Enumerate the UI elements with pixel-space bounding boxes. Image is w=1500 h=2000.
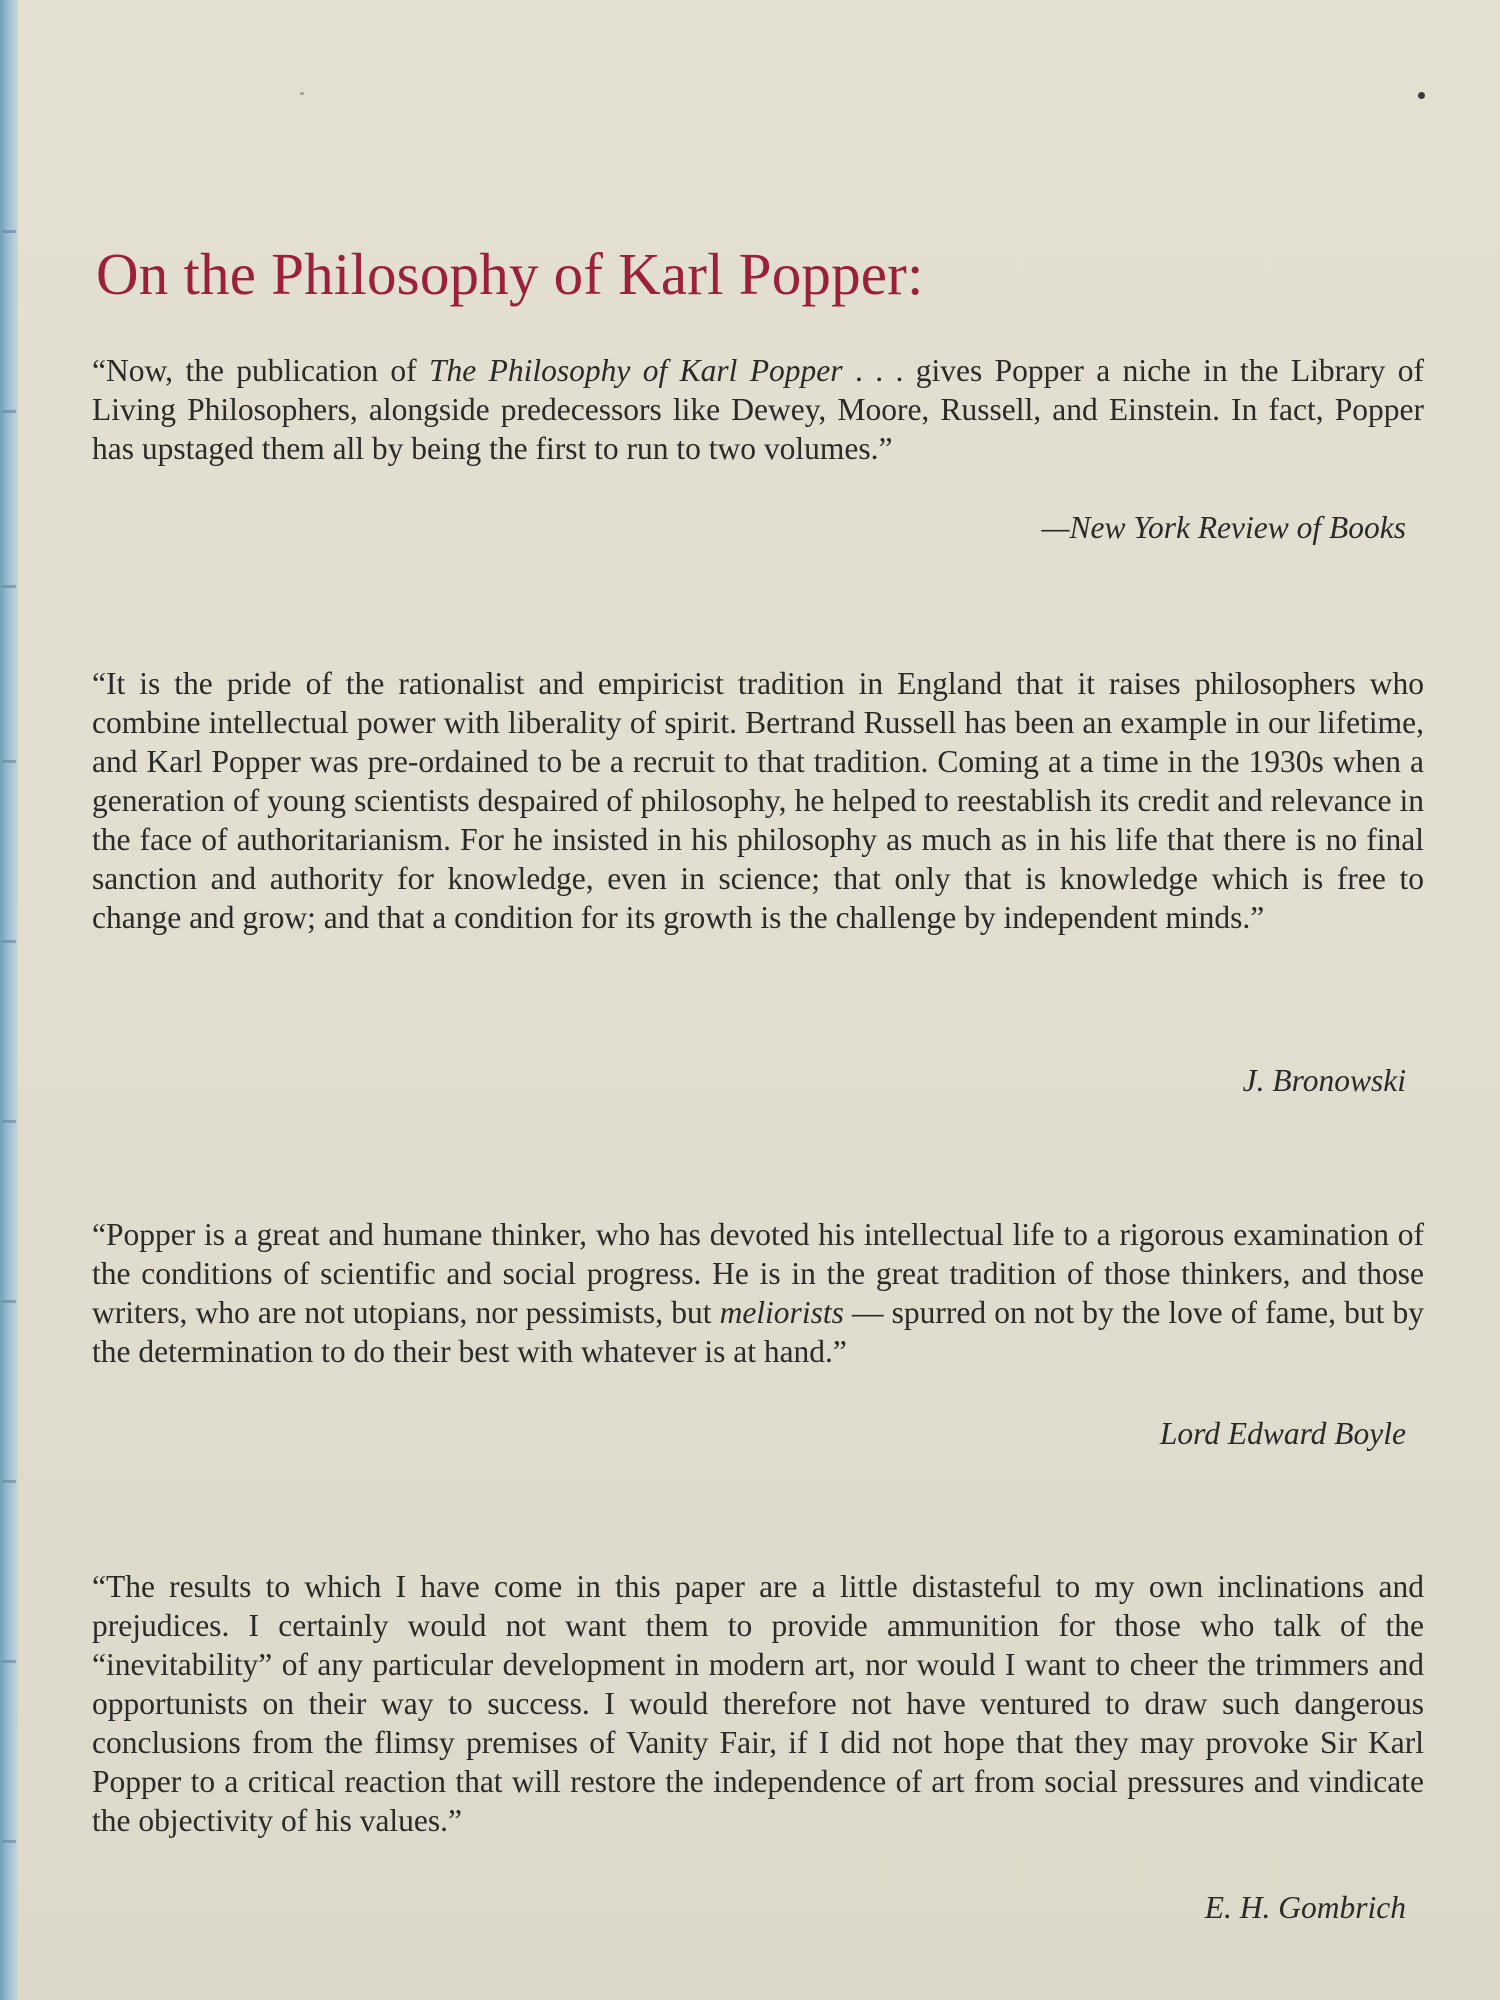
quote-3-emphasis: meliorists [719, 1295, 844, 1330]
back-cover-page [18, 0, 1500, 2000]
edge-mark [2, 760, 16, 763]
paper-speck [300, 92, 304, 95]
edge-mark [2, 585, 16, 588]
page-title: On the Philosophy of Karl Popper: [96, 241, 924, 307]
edge-mark [2, 1480, 16, 1483]
quote-3-text-start: “Popper is a great and humane thinker, who has devoted his intellectual life to a rigorous examination of the conditions of scientific and social progress. He is in the great tradition of those thinkers, and those writers, who are not utopians, nor pessimists, but [92, 1217, 1424, 1330]
quote-1-text-start: “Now, the publication of [92, 353, 430, 388]
edge-mark [2, 1660, 16, 1663]
quote-1-text-end: . . . gives Popper a niche in the Library of Living Philosophers, alongside predecessors like Dewey, Moore, Russell, and Einstein. In fact, Popper has upstaged them all by being the first to run to two volumes.” [92, 353, 1424, 466]
edge-mark [2, 1120, 16, 1123]
quote-3 [92, 1215, 1424, 1371]
edge-mark [2, 230, 16, 233]
quote-3-text-end: — spurred on not by the love of fame, but by the determination to do their best with whatever is at hand.” [92, 1295, 1424, 1369]
quote-4-attribution: E. H. Gombrich [1204, 1890, 1406, 1925]
quote-2: “It is the pride of the rationalist and empiricist tradition in England that it raises philosophers who combine intellectual power with liberality of spirit. Bertrand Russell has been an example in our lifetime, and Karl Popper was pre-ordained to be a recruit to that tradition. Coming at a time in the 1930s when a generation of young scientists despaired of philosophy, he helped to reestablish its credit and relevance in the face of authoritarianism. For he insisted in his philosophy as much as in his life that there is no final sanction and authority for knowledge, even in science; that only that is knowledge which is free to change and grow; and that a condition for its growth is the challenge by independent minds.” [92, 666, 1424, 935]
quote-3-attribution: Lord Edward Boyle [1159, 1416, 1406, 1451]
edge-mark [2, 410, 16, 413]
edge-mark [2, 1300, 16, 1303]
book-spine-edge [0, 0, 18, 2000]
edge-mark [2, 1840, 16, 1843]
quote-1 [92, 351, 1424, 468]
quote-1-attribution: —New York Review of Books [1041, 510, 1406, 545]
quote-2-attribution: J. Bronowski [1242, 1063, 1406, 1098]
edge-mark [2, 940, 16, 943]
quote-4: “The results to which I have come in this paper are a little distasteful to my own inclinations and prejudices. I certainly would not want them to provide ammunition for those who talk of the “inevitability” of any particular development in modern art, nor would I want to cheer the trimmers and opportunists on their way to success. I would therefore not have ventured to draw such dangerous conclusions from the flimsy premises of Vanity Fair, if I did not hope that they may provoke Sir Karl Popper to a critical reaction that will restore the independence of art from social pressures and vindicate the objectivity of his values.” [92, 1569, 1424, 1838]
paper-speck [1418, 92, 1425, 99]
quote-1-book-title: The Philosophy of Karl Popper [429, 353, 843, 388]
